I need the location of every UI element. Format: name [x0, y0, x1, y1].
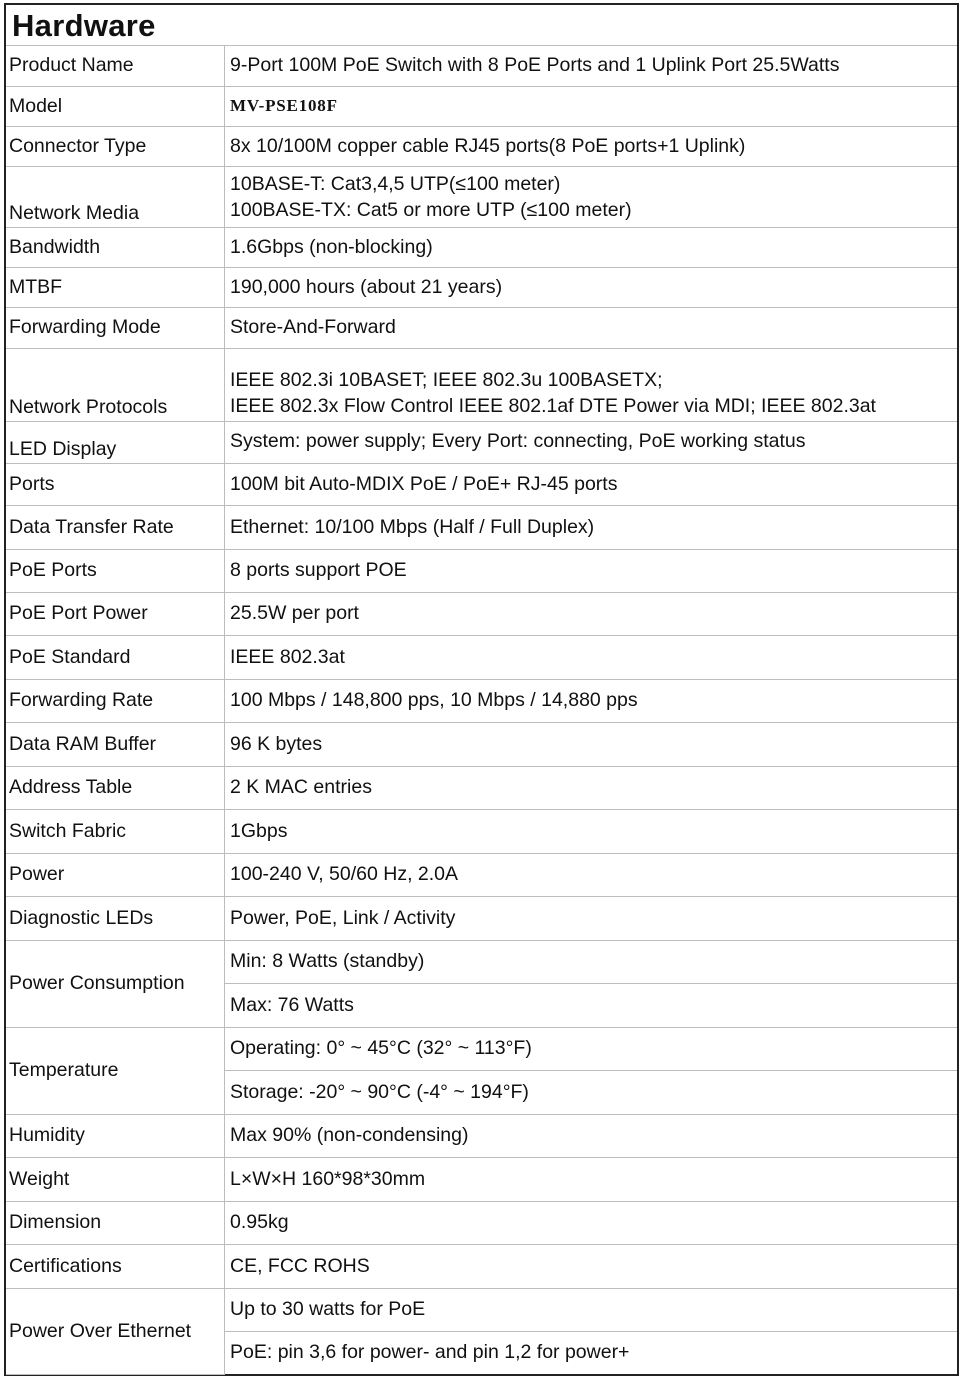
spec-label-switch-fabric: Switch Fabric: [6, 809, 225, 853]
table-row: [6, 679, 957, 722]
spec-label-weight: Weight: [6, 1157, 225, 1201]
spec-value-line: 10BASE-T: Cat3,4,5 UTP(≤100 meter): [230, 172, 561, 195]
spec-value-power: 100-240 V, 50/60 Hz, 2.0A: [225, 853, 958, 896]
table-row: [6, 1201, 957, 1244]
spec-value-temperature-operating: Operating: 0° ~ 45°C (32° ~ 113°F): [225, 1027, 958, 1070]
spec-label-forwarding-mode: Forwarding Mode: [6, 307, 225, 348]
spec-value-forwarding-mode: Store-And-Forward: [225, 307, 958, 348]
table-row: [6, 46, 957, 86]
spec-value-poe-watts: Up to 30 watts for PoE: [225, 1288, 958, 1331]
spec-value-temperature-storage: Storage: -20° ~ 90°C (-4° ~ 194°F): [225, 1070, 958, 1114]
table-row: [6, 809, 957, 853]
spec-label-power: Power: [6, 853, 225, 896]
spec-sheet: [4, 3, 959, 1376]
spec-label-led-display: LED Display: [6, 421, 225, 463]
table-row: [6, 592, 957, 635]
table-row: [6, 86, 957, 126]
spec-label-certifications: Certifications: [6, 1244, 225, 1288]
spec-label-connector-type: Connector Type: [6, 126, 225, 166]
spec-label-power-over-ethernet: Power Over Ethernet: [6, 1288, 225, 1374]
spec-value-address-table: 2 K MAC entries: [225, 766, 958, 809]
table-row: [6, 348, 957, 421]
table-row: [6, 307, 957, 348]
spec-label-product-name: Product Name: [6, 46, 225, 86]
spec-label-humidity: Humidity: [6, 1114, 225, 1157]
spec-value-weight: L×W×H 160*98*30mm: [225, 1157, 958, 1201]
spec-value-poe-pins: PoE: pin 3,6 for power- and pin 1,2 for power+: [230, 1341, 630, 1364]
spec-label-power-consumption: Power Consumption: [6, 940, 225, 1027]
spec-label-poe-port-power: PoE Port Power: [6, 592, 225, 635]
spec-label-ports: Ports: [6, 463, 225, 505]
spec-value-network-media: [225, 166, 958, 227]
spec-value-product-name: 9-Port 100M PoE Switch with 8 PoE Ports and 1 Uplink Port 25.5Watts: [225, 46, 958, 86]
spec-value-data-transfer-rate: Ethernet: 10/100 Mbps (Half / Full Duplex): [225, 505, 958, 549]
spec-label-network-media: Network Media: [6, 166, 225, 227]
spec-label-data-transfer-rate: Data Transfer Rate: [6, 505, 225, 549]
spec-value-power-consumption-min: Min: 8 Watts (standby): [225, 940, 958, 983]
table-row: [6, 166, 957, 227]
table-row: [6, 267, 957, 307]
spec-value-humidity: Max 90% (non-condensing): [225, 1114, 958, 1157]
spec-label-poe-standard: PoE Standard: [6, 635, 225, 679]
table-row: [6, 421, 957, 463]
spec-value-power-consumption-max: Max: 76 Watts: [225, 983, 958, 1027]
spec-value-line: IEEE 802.3i 10BASET; IEEE 802.3u 100BASETX;: [230, 368, 663, 391]
spec-value-line: IEEE 802.3x Flow Control IEEE 802.1af DTE Power via MDI; IEEE 802.3at: [230, 394, 876, 417]
spec-label-mtbf: MTBF: [6, 267, 225, 307]
table-row: [6, 722, 957, 766]
spec-value-led-display: System: power supply; Every Port: connecting, PoE working status: [225, 421, 958, 463]
spec-label-model: Model: [6, 86, 225, 126]
table-row: [6, 896, 957, 940]
spec-value-mtbf: 190,000 hours (about 21 years): [225, 267, 958, 307]
spec-value-line: 100BASE-TX: Cat5 or more UTP (≤100 meter): [230, 198, 632, 221]
spec-value-ports: 100M bit Auto-MDIX PoE / PoE+ RJ-45 ports: [225, 463, 958, 505]
spec-value-bandwidth: 1.6Gbps (non-blocking): [225, 227, 958, 267]
table-row: [6, 227, 957, 267]
spec-label-temperature: Temperature: [6, 1027, 225, 1114]
spec-table: [6, 46, 957, 1375]
spec-value-forwarding-rate: 100 Mbps / 148,800 pps, 10 Mbps / 14,880 pps: [225, 679, 958, 722]
table-row: [6, 1027, 957, 1070]
table-row: [6, 1114, 957, 1157]
table-row: [6, 1157, 957, 1201]
spec-value-switch-fabric: 1Gbps: [225, 809, 958, 853]
table-row: [6, 505, 957, 549]
table-row: [6, 635, 957, 679]
spec-label-network-protocols: Network Protocols: [6, 348, 225, 421]
spec-label-diagnostic-leds: Diagnostic LEDs: [6, 896, 225, 940]
table-row: [6, 1244, 957, 1288]
table-row: [6, 766, 957, 809]
spec-label-dimension: Dimension: [6, 1201, 225, 1244]
spec-value-diagnostic-leds: Power, PoE, Link / Activity: [225, 896, 958, 940]
spec-value-dimension: 0.95kg: [225, 1201, 958, 1244]
table-row: [6, 126, 957, 166]
table-row: [6, 940, 957, 983]
table-row: [6, 549, 957, 592]
spec-label-poe-ports: PoE Ports: [6, 549, 225, 592]
sheet-title: Hardware: [6, 5, 957, 46]
spec-label-address-table: Address Table: [6, 766, 225, 809]
spec-value-network-protocols: [225, 348, 958, 421]
table-row: [6, 1288, 957, 1331]
spec-value-data-ram-buffer: 96 K bytes: [225, 722, 958, 766]
spec-label-bandwidth: Bandwidth: [6, 227, 225, 267]
table-row: [6, 853, 957, 896]
spec-label-forwarding-rate: Forwarding Rate: [6, 679, 225, 722]
spec-value-poe-standard: IEEE 802.3at: [225, 635, 958, 679]
spec-value-poe-ports: 8 ports support POE: [225, 549, 958, 592]
spec-value-poe-port-power: 25.5W per port: [225, 592, 958, 635]
spec-value-connector-type: 8x 10/100M copper cable RJ45 ports(8 PoE ports+1 Uplink): [225, 126, 958, 166]
spec-value-certifications: CE, FCC ROHS: [225, 1244, 958, 1288]
spec-label-data-ram-buffer: Data RAM Buffer: [6, 722, 225, 766]
table-row: [6, 463, 957, 505]
spec-value-model: MV-PSE108F: [225, 86, 958, 126]
